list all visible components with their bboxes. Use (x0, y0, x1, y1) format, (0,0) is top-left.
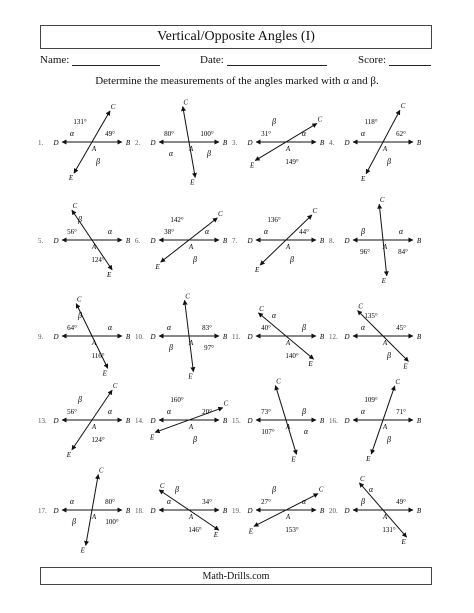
angle-label: 56° (67, 408, 77, 416)
angle-label: 45° (396, 324, 406, 332)
problem-8 (329, 196, 422, 285)
angle-label: α (368, 485, 374, 494)
angle-label: 149° (285, 158, 299, 166)
point-b-label: B (222, 237, 228, 245)
angle-label: 146° (188, 526, 202, 534)
point-c-label: C (360, 474, 365, 483)
point-c-label: C (185, 292, 190, 301)
angle-label: α (168, 149, 174, 158)
point-e-label: E (308, 360, 313, 369)
angle-label: α (263, 227, 269, 236)
angle-label: 80° (105, 498, 115, 506)
problem-number: 15. (232, 417, 241, 425)
point-d-label: D (344, 237, 350, 245)
angle-label: β (78, 215, 82, 224)
angle-label: 124° (91, 436, 105, 444)
problem-number: 8. (329, 237, 335, 245)
point-b-label: B (125, 417, 131, 425)
problem-number: 17. (38, 507, 47, 515)
problem-18 (135, 482, 228, 539)
angle-label: β (207, 149, 211, 158)
footer-site: Math-Drills.com (202, 570, 270, 582)
point-a-label: A (285, 339, 291, 347)
point-e-label: E (106, 270, 112, 279)
point-c-label: C (223, 399, 229, 408)
point-b-label: B (416, 417, 422, 425)
point-c-label: C (112, 382, 118, 391)
point-d-label: D (53, 507, 59, 515)
point-a-label: A (382, 243, 388, 251)
angle-label: 97° (204, 344, 214, 352)
point-b-label: B (416, 507, 422, 515)
problem-7 (232, 207, 325, 274)
angle-label: 140° (285, 352, 299, 360)
point-b-label: B (319, 417, 325, 425)
angle-label: 107° (261, 428, 275, 436)
point-d-label: D (53, 417, 59, 425)
point-e-label: E (381, 276, 386, 285)
angle-label: α (107, 227, 113, 236)
problem-number: 20. (329, 507, 338, 515)
problem-5 (38, 202, 131, 279)
angle-label: α (107, 407, 113, 416)
problem-number: 10. (135, 333, 144, 341)
angle-label: 56° (67, 228, 77, 236)
point-d-label: D (53, 139, 59, 147)
angle-label: β (361, 227, 365, 236)
angle-label: β (78, 395, 82, 404)
angle-label: 80° (164, 130, 174, 138)
point-e-label: E (80, 546, 85, 555)
point-e-label: E (150, 433, 155, 442)
point-b-label: B (222, 139, 228, 147)
angle-label: 118° (364, 118, 378, 126)
problem-number: 18. (135, 507, 144, 515)
angle-label: β (302, 323, 306, 332)
point-d-label: D (247, 417, 253, 425)
angle-label: 100° (105, 518, 119, 526)
angle-label: α (301, 497, 307, 506)
point-e-label: E (102, 369, 107, 378)
problem-number: 2. (135, 139, 141, 147)
point-d-label: D (150, 333, 156, 341)
angle-label: α (301, 129, 307, 138)
angle-label: β (302, 407, 306, 416)
angle-label: 96° (360, 248, 370, 256)
point-e-label: E (254, 266, 260, 275)
point-d-label: D (344, 507, 350, 515)
problem-10 (135, 292, 228, 380)
angle-label: 160° (170, 396, 184, 404)
angle-label: 142° (170, 216, 184, 224)
problem-number: 11. (232, 333, 241, 341)
problem-3 (232, 115, 325, 169)
point-e-label: E (68, 174, 74, 183)
angle-label: 40° (261, 324, 271, 332)
angle-label: 20° (202, 408, 212, 416)
point-c-label: C (183, 98, 189, 107)
point-d-label: D (344, 417, 350, 425)
angle-label: β (361, 497, 365, 506)
angle-label: 116° (91, 352, 105, 360)
angle-label: α (360, 129, 366, 138)
problem-number: 5. (38, 237, 44, 245)
angle-label: α (271, 311, 277, 320)
angle-label: β (72, 517, 76, 526)
point-e-label: E (188, 372, 193, 381)
angle-label: α (166, 497, 172, 506)
angle-label: α (69, 129, 75, 138)
point-b-label: B (125, 507, 131, 515)
angle-label: α (360, 407, 366, 416)
problem-6 (135, 210, 228, 271)
angle-label: α (303, 427, 309, 436)
point-c-label: C (379, 196, 385, 205)
problem-2 (135, 99, 228, 187)
angle-label: 109° (364, 396, 378, 404)
point-c-label: C (318, 485, 324, 494)
point-d-label: D (247, 237, 253, 245)
point-a-label: A (188, 423, 194, 431)
angle-label: β (78, 311, 82, 320)
angle-label: β (272, 485, 276, 494)
point-c-label: C (395, 377, 401, 386)
problem-15 (232, 378, 325, 464)
point-c-label: C (98, 466, 104, 475)
problem-number: 9. (38, 333, 44, 341)
point-a-label: A (91, 339, 97, 347)
point-b-label: B (222, 333, 228, 341)
problem-number: 16. (329, 417, 338, 425)
angle-label: α (204, 227, 210, 236)
point-c-label: C (72, 202, 78, 211)
point-d-label: D (150, 507, 156, 515)
point-b-label: B (125, 139, 131, 147)
angle-label: α (107, 323, 113, 332)
point-d-label: D (247, 333, 253, 341)
point-a-label: A (188, 513, 194, 521)
point-d-label: D (247, 507, 253, 515)
point-a-label: A (188, 339, 194, 347)
point-a-label: A (91, 513, 97, 521)
problem-number: 4. (329, 139, 335, 147)
problem-number: 3. (232, 139, 238, 147)
point-b-label: B (416, 237, 422, 245)
angle-label: 100° (200, 130, 214, 138)
point-c-label: C (159, 481, 165, 490)
footer-box (40, 567, 432, 585)
point-b-label: B (319, 237, 325, 245)
problem-9 (38, 296, 131, 378)
problem-number: 6. (135, 237, 141, 245)
angle-label: 135° (364, 312, 378, 320)
point-c-label: C (76, 295, 82, 304)
point-b-label: B (125, 333, 131, 341)
angle-label: β (96, 157, 100, 166)
problem-1 (38, 103, 131, 182)
angle-label: 84° (398, 248, 408, 256)
problem-number: 12. (329, 333, 338, 341)
angle-label: 136° (267, 216, 281, 224)
point-a-label: A (285, 243, 291, 251)
problem-11 (232, 305, 325, 368)
point-a-label: A (188, 243, 194, 251)
problem-number: 19. (232, 507, 241, 515)
point-d-label: D (150, 139, 156, 147)
point-e-label: E (213, 531, 218, 540)
angle-label: 64° (67, 324, 77, 332)
angle-label: α (398, 227, 404, 236)
point-a-label: A (91, 243, 97, 251)
point-d-label: D (53, 333, 59, 341)
angle-label: 71° (396, 408, 406, 416)
point-b-label: B (319, 139, 325, 147)
problem-14 (135, 396, 228, 444)
point-a-label: A (382, 423, 388, 431)
point-a-label: A (188, 145, 194, 153)
angle-label: 83° (202, 324, 212, 332)
angle-label: 34° (202, 498, 212, 506)
date-label: Date: (200, 54, 224, 66)
point-c-label: C (400, 102, 406, 111)
point-b-label: B (319, 333, 325, 341)
angle-label: β (193, 255, 197, 264)
point-a-label: A (382, 145, 388, 153)
point-b-label: B (222, 507, 228, 515)
point-d-label: D (344, 333, 350, 341)
angle-label: 131° (73, 118, 87, 126)
point-b-label: B (125, 237, 131, 245)
point-c-label: C (312, 206, 318, 215)
problem-19 (232, 485, 325, 535)
point-e-label: E (291, 455, 296, 464)
point-a-label: A (91, 423, 97, 431)
angle-label: 153° (285, 526, 299, 534)
angle-label: α (166, 323, 172, 332)
score-label: Score: (358, 54, 387, 66)
angle-label: β (387, 157, 391, 166)
angle-label: 27° (261, 498, 271, 506)
problem-number: 1. (38, 139, 44, 147)
angle-label: β (290, 255, 294, 264)
name-label: Name: (40, 54, 70, 66)
point-d-label: D (150, 237, 156, 245)
point-c-label: C (218, 209, 223, 218)
point-e-label: E (403, 362, 408, 371)
point-a-label: A (382, 339, 388, 347)
problem-16 (329, 378, 422, 463)
angle-label: β (387, 435, 391, 444)
angle-label: 131° (382, 526, 396, 534)
angle-label: β (175, 485, 179, 494)
problem-number: 13. (38, 417, 47, 425)
point-c-label: C (110, 102, 116, 111)
point-d-label: D (344, 139, 350, 147)
angle-label: 49° (105, 130, 115, 138)
angle-label: β (193, 435, 197, 444)
point-c-label: C (259, 304, 264, 313)
point-c-label: C (358, 302, 363, 311)
angle-label: 62° (396, 130, 406, 138)
point-c-label: C (276, 377, 281, 386)
point-a-label: A (285, 145, 291, 153)
point-b-label: B (319, 507, 325, 515)
angle-label: β (272, 117, 276, 126)
point-a-label: A (285, 513, 291, 521)
point-e-label: E (155, 263, 160, 272)
problem-17 (38, 467, 131, 555)
problem-4 (329, 102, 422, 183)
angle-label: β (387, 351, 391, 360)
problem-number: 14. (135, 417, 144, 425)
angle-label: 73° (261, 408, 271, 416)
angle-label: α (166, 407, 172, 416)
angle-label: β (169, 343, 173, 352)
point-e-label: E (190, 178, 195, 187)
worksheet-title: Vertical/Opposite Angles (I) (157, 29, 315, 44)
point-e-label: E (360, 174, 366, 183)
point-e-label: E (248, 527, 254, 536)
point-e-label: E (401, 538, 406, 547)
point-b-label: B (416, 333, 422, 341)
angle-label: α (69, 497, 75, 506)
angle-label: 49° (396, 498, 406, 506)
angle-label: 124° (91, 256, 105, 264)
point-b-label: B (416, 139, 422, 147)
angle-label: 31° (261, 130, 271, 138)
point-a-label: A (285, 423, 291, 431)
point-c-label: C (317, 115, 323, 124)
angle-label: 44° (299, 228, 309, 236)
problem-13 (38, 382, 131, 459)
point-a-label: A (382, 513, 388, 521)
problem-20 (329, 475, 422, 546)
point-e-label: E (66, 450, 72, 459)
point-a-label: A (91, 145, 97, 153)
point-b-label: B (222, 417, 228, 425)
point-d-label: D (247, 139, 253, 147)
point-e-label: E (366, 455, 371, 464)
point-e-label: E (250, 161, 255, 170)
instructions: Determine the measurements of the angles marked with α and β. (95, 75, 379, 87)
angle-label: 38° (164, 228, 174, 236)
angle-label: α (360, 323, 366, 332)
point-d-label: D (150, 417, 156, 425)
problem-number: 7. (232, 237, 238, 245)
point-d-label: D (53, 237, 59, 245)
problem-12 (329, 303, 422, 371)
